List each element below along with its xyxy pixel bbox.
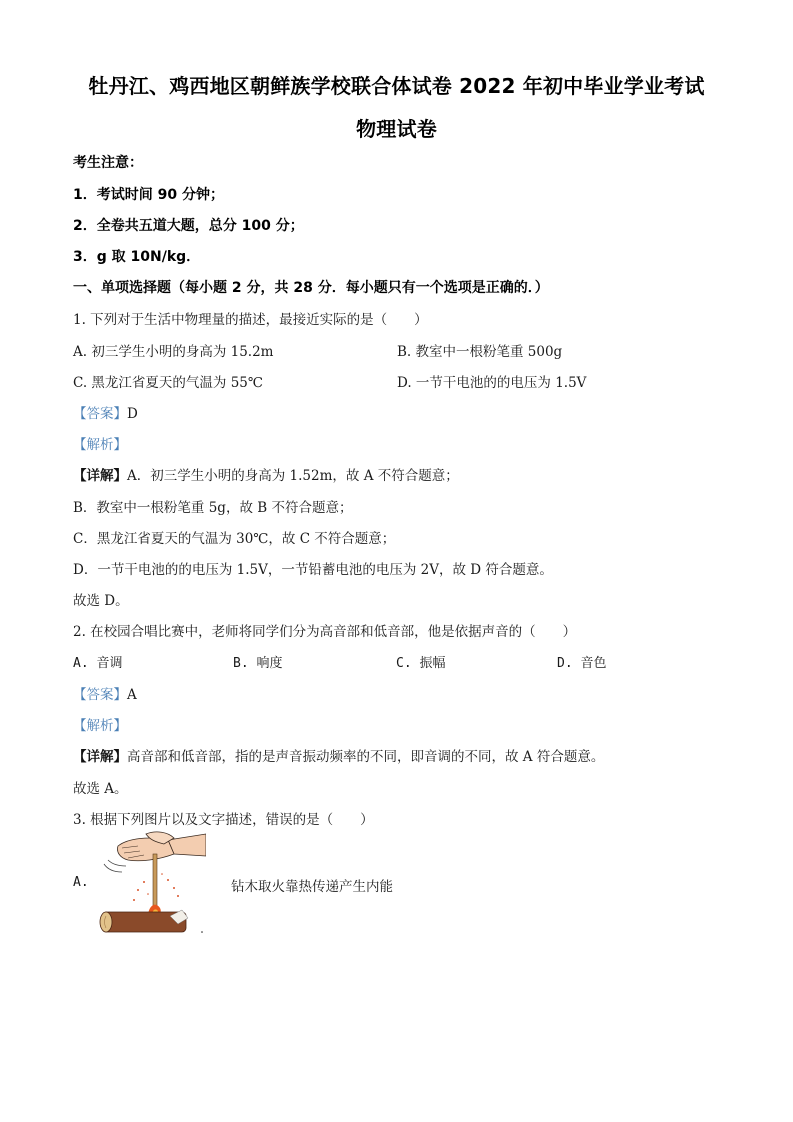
option-b: B. 教室中一根粉笔重 500g xyxy=(397,344,563,360)
option-a: A. 音调 xyxy=(73,656,123,671)
conclusion-line: 故选 D。 xyxy=(73,593,129,609)
answer-label: 【答案】 xyxy=(73,687,127,703)
option-b: B. 响度 xyxy=(233,656,283,671)
notice-heading: 考生注意： xyxy=(73,155,143,171)
document-subtitle: 物理试卷 xyxy=(356,117,437,141)
section-heading: 一、单项选择题（每小题 2 分，共 28 分．每小题只有一个选项是正确的．） xyxy=(73,280,549,296)
detail-line xyxy=(73,464,459,484)
option-a-label: A. xyxy=(73,875,89,890)
notice-item: 1．考试时间 90 分钟； xyxy=(73,187,224,203)
answer-value: A xyxy=(127,687,137,703)
detail-text: A．初三学生小明的身高为 1.52m，故 A 不符合题意； xyxy=(127,468,459,484)
notice-item: 2．全卷共五道大题，总分 100 分； xyxy=(73,218,304,234)
analysis-label: 【解析】 xyxy=(73,437,127,453)
question-stem: 1. 下列对于生活中物理量的描述，最接近实际的是（ ） xyxy=(73,312,428,328)
document-title: 牡丹江、鸡西地区朝鲜族学校联合体试卷 2022 年初中毕业学业考试 xyxy=(88,74,705,98)
question-stem: 3. 根据下列图片以及文字描述，错误的是（ ） xyxy=(73,812,374,828)
answer-value: D xyxy=(127,406,138,422)
option-c: C. 黑龙江省夏天的气温为 55℃ xyxy=(73,375,264,391)
detail-label: 【详解】 xyxy=(73,749,127,765)
option-a: A. 初三学生小明的身高为 15.2m xyxy=(73,344,274,360)
detail-line xyxy=(73,745,604,765)
detail-line: D．一节干电池的的电压为 1.5V，一节铅蓄电池的电压为 2V，故 D 符合题意。 xyxy=(73,562,553,578)
option-c: C. 振幅 xyxy=(396,656,446,671)
detail-line: C．黑龙江省夏天的气温为 30℃，故 C 不符合题意； xyxy=(73,531,396,547)
option-a-text: 钻木取火靠热传递产生内能 xyxy=(231,879,393,895)
drilling-wood-fire-figure xyxy=(98,830,206,934)
answer-line xyxy=(73,402,138,422)
detail-text: 高音部和低音部，指的是声音振动频率的不同，即音调的不同，故 A 符合题意。 xyxy=(127,749,605,765)
answer-line xyxy=(73,683,137,703)
option-d: D. 一节干电池的的电压为 1.5V xyxy=(397,375,587,391)
analysis-label: 【解析】 xyxy=(73,718,127,734)
detail-label: 【详解】 xyxy=(73,468,127,484)
option-d: D. 音色 xyxy=(557,656,607,671)
detail-line: B．教室中一根粉笔重 5g，故 B 不符合题意； xyxy=(73,500,353,516)
notice-item: 3．g 取 10N/kg． xyxy=(73,249,201,265)
hand-drill-illustration-icon xyxy=(98,830,206,934)
question-stem: 2. 在校园合唱比赛中，老师将同学们分为高音部和低音部，他是依据声音的（ ） xyxy=(73,624,577,640)
conclusion-line: 故选 A。 xyxy=(73,781,128,797)
answer-label: 【答案】 xyxy=(73,406,127,422)
